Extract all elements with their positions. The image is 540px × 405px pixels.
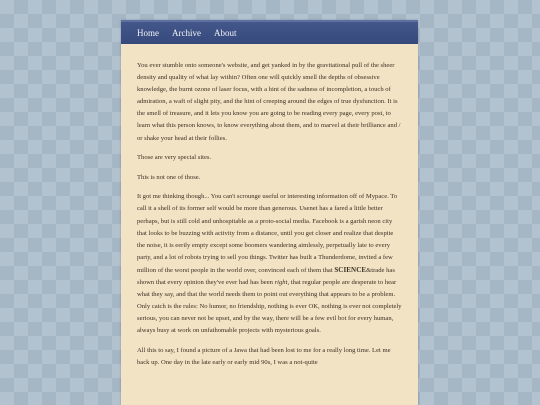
page-container xyxy=(121,20,418,405)
article-paragraph-3: This is not one of those. xyxy=(137,173,201,181)
article-paragraph-1: You ever stumble onto someone's website, and get yanked in by the gravitational pull of the sheer density and quality of what lay within? Often one will quickly smell the depths of obsessive knowledge, the burnt ozone of laser focus, with a hint of the sadness of incompletion, a touch of admiration, a waft of slight pity, and the hint of creeping around the edges of true dysfunction. It is the smell of treasure, and it lets you know you are going to be reading every page, every post, to learn what this person knows, to know everything about them, and to marvel at their brilliance and / or shake your head at their follies. xyxy=(137,62,401,142)
paragraph-4-text-b: &trade has shown that every opinion they've ever had has been xyxy=(137,266,395,286)
science-emphasis: SCIENCE xyxy=(334,265,367,274)
right-emphasis: right xyxy=(274,279,288,286)
article-paragraph-2: Those are very special sites. xyxy=(137,154,212,162)
top-navbar xyxy=(121,20,418,44)
paragraph-4-text-c: , that regular people are desperate to hear what they say, and that the world needs them to point out everything that appears to be a problem. Only catch is the rules: No humor, no friendship, nothing is ever OK, nothing is ever not completely serious, you can never not be upset, and by the way, there will be a few evil bot for every human, always busy at work on unfathomable projects with mysterious goals. xyxy=(137,279,402,335)
nav-link-home[interactable]: Home xyxy=(137,28,159,38)
article-paragraph-5: All this to say, I found a picture of a Jawa that had been lost to me for a really long time. Let me back up. One day in the late early or early mid 90s, I was a not-quite xyxy=(137,346,391,367)
nav-link-archive[interactable]: Archive xyxy=(172,28,201,38)
nav-link-about[interactable]: About xyxy=(214,28,237,38)
article-paragraph-4 xyxy=(137,191,403,337)
paragraph-4-text-a: It got me thinking though... You can't scrounge useful or interesting information off of Mypace. To call it a shell of its former self would be more than generous. Usenet has a fared a little better perhaps, but is still cold and unhospitable as a proto-social media. Facebook is a garish neon city that looks to be buzzing with activity from a distance, until you get closer and realize that despite the noise, it is eerily empty except some boomers wandering aimlessly, perpetually late to every party, and a lot of robots trying to sell you things. Twitter has built a Thunderdome, invited a few million of the worst people in the world over, convinced each of them that xyxy=(137,193,398,274)
article-body xyxy=(137,60,403,377)
